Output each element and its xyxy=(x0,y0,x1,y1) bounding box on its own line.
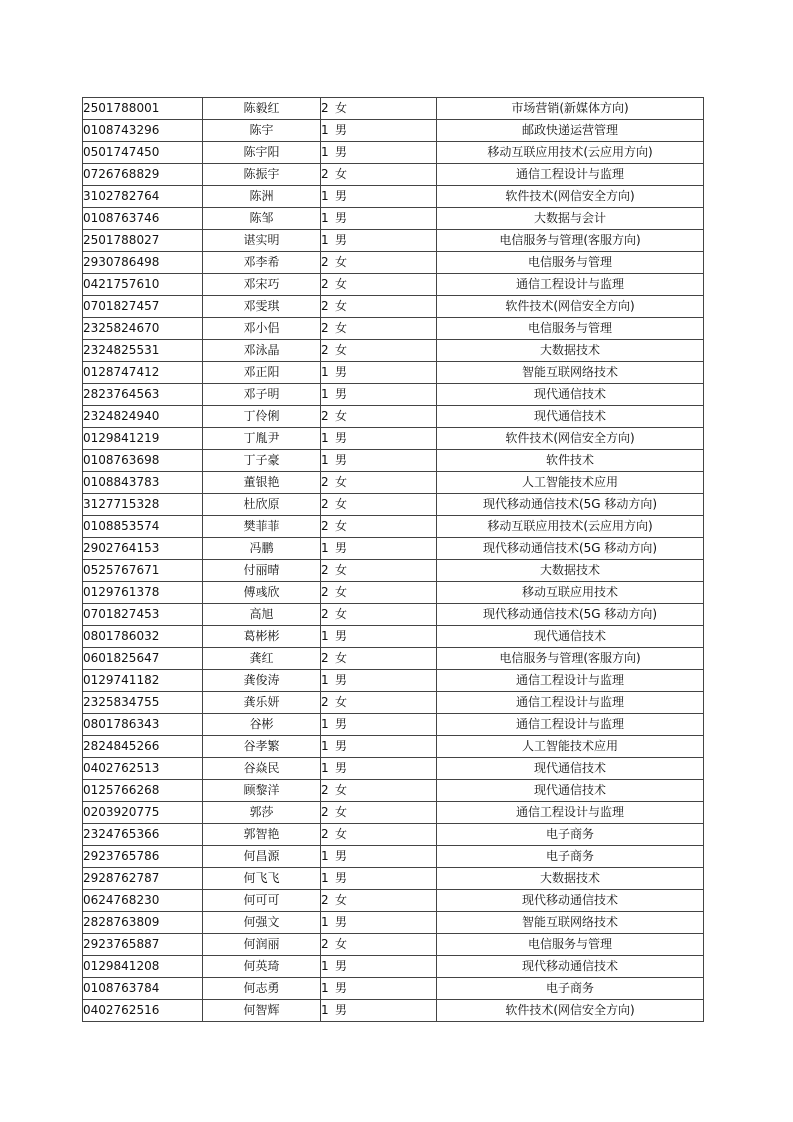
student-name-cell: 何昌源 xyxy=(203,846,321,868)
gender-label: 男 xyxy=(335,189,348,203)
gender-cell xyxy=(321,934,437,956)
gender-cell xyxy=(321,230,437,252)
table-row xyxy=(83,802,704,824)
table-row xyxy=(83,868,704,890)
gender-label: 女 xyxy=(335,475,348,489)
gender-code: 2 xyxy=(321,607,329,621)
table-row xyxy=(83,164,704,186)
gender-cell xyxy=(321,142,437,164)
major-cell: 智能互联网络技术 xyxy=(437,362,704,384)
major-cell: 软件技术(网信安全方向) xyxy=(437,428,704,450)
gender-code: 2 xyxy=(321,783,329,797)
student-name-cell: 陈振宇 xyxy=(203,164,321,186)
gender-code: 1 xyxy=(321,211,329,225)
student-name-cell: 杜欣原 xyxy=(203,494,321,516)
gender-code: 2 xyxy=(321,343,329,357)
gender-cell xyxy=(321,450,437,472)
major-cell: 电子商务 xyxy=(437,846,704,868)
gender-code: 1 xyxy=(321,123,329,137)
table-row xyxy=(83,670,704,692)
student-name-cell: 高旭 xyxy=(203,604,321,626)
gender-cell xyxy=(321,1000,437,1022)
table-row xyxy=(83,956,704,978)
student-name-cell: 谷焱民 xyxy=(203,758,321,780)
major-cell: 移动互联应用技术(云应用方向) xyxy=(437,142,704,164)
gender-cell xyxy=(321,758,437,780)
student-roster-table xyxy=(82,97,704,1022)
student-name-cell: 谷彬 xyxy=(203,714,321,736)
table-row xyxy=(83,252,704,274)
gender-label: 男 xyxy=(335,761,348,775)
table-row xyxy=(83,692,704,714)
student-id-cell: 3127715328 xyxy=(83,494,203,516)
gender-cell xyxy=(321,868,437,890)
student-id-cell: 2324765366 xyxy=(83,824,203,846)
gender-code: 2 xyxy=(321,299,329,313)
major-cell: 移动互联应用技术(云应用方向) xyxy=(437,516,704,538)
table-row xyxy=(83,648,704,670)
gender-cell xyxy=(321,208,437,230)
student-name-cell: 顾黎洋 xyxy=(203,780,321,802)
table-row xyxy=(83,934,704,956)
student-id-cell: 2923765887 xyxy=(83,934,203,956)
student-id-cell: 2902764153 xyxy=(83,538,203,560)
student-id-cell: 0125766268 xyxy=(83,780,203,802)
gender-label: 男 xyxy=(335,431,348,445)
gender-cell xyxy=(321,164,437,186)
student-id-cell: 0129841219 xyxy=(83,428,203,450)
gender-cell xyxy=(321,978,437,1000)
gender-label: 男 xyxy=(335,673,348,687)
student-id-cell: 2928762787 xyxy=(83,868,203,890)
student-name-cell: 龚红 xyxy=(203,648,321,670)
gender-label: 男 xyxy=(335,717,348,731)
gender-label: 女 xyxy=(335,299,348,313)
gender-label: 男 xyxy=(335,871,348,885)
student-id-cell: 0108853574 xyxy=(83,516,203,538)
gender-label: 男 xyxy=(335,541,348,555)
student-id-cell: 0525767671 xyxy=(83,560,203,582)
roster-table-body xyxy=(83,98,704,1022)
table-row xyxy=(83,230,704,252)
table-row xyxy=(83,978,704,1000)
table-row xyxy=(83,604,704,626)
table-row xyxy=(83,780,704,802)
table-row xyxy=(83,736,704,758)
student-id-cell: 2923765786 xyxy=(83,846,203,868)
gender-code: 1 xyxy=(321,431,329,445)
student-name-cell: 邓宋巧 xyxy=(203,274,321,296)
table-row xyxy=(83,296,704,318)
gender-label: 女 xyxy=(335,937,348,951)
gender-code: 2 xyxy=(321,497,329,511)
gender-label: 男 xyxy=(335,453,348,467)
major-cell: 现代移动通信技术 xyxy=(437,890,704,912)
gender-label: 女 xyxy=(335,783,348,797)
gender-label: 女 xyxy=(335,409,348,423)
student-id-cell: 0421757610 xyxy=(83,274,203,296)
student-name-cell: 何英琦 xyxy=(203,956,321,978)
major-cell: 电信服务与管理 xyxy=(437,934,704,956)
student-id-cell: 2828763809 xyxy=(83,912,203,934)
gender-cell xyxy=(321,670,437,692)
major-cell: 电信服务与管理 xyxy=(437,252,704,274)
gender-cell xyxy=(321,604,437,626)
student-name-cell: 葛彬彬 xyxy=(203,626,321,648)
student-name-cell: 陈毅红 xyxy=(203,98,321,120)
gender-label: 男 xyxy=(335,915,348,929)
gender-label: 男 xyxy=(335,365,348,379)
table-row xyxy=(83,362,704,384)
student-id-cell: 2930786498 xyxy=(83,252,203,274)
student-id-cell: 2325834755 xyxy=(83,692,203,714)
student-name-cell: 陈邹 xyxy=(203,208,321,230)
gender-label: 男 xyxy=(335,959,348,973)
student-name-cell: 何飞飞 xyxy=(203,868,321,890)
gender-cell xyxy=(321,428,437,450)
table-row xyxy=(83,472,704,494)
table-row xyxy=(83,890,704,912)
gender-code: 1 xyxy=(321,453,329,467)
student-id-cell: 0108763784 xyxy=(83,978,203,1000)
gender-code: 1 xyxy=(321,387,329,401)
student-name-cell: 董银艳 xyxy=(203,472,321,494)
student-name-cell: 谌实明 xyxy=(203,230,321,252)
student-name-cell: 何志勇 xyxy=(203,978,321,1000)
student-id-cell: 0701827453 xyxy=(83,604,203,626)
major-cell: 现代通信技术 xyxy=(437,780,704,802)
student-name-cell: 邓正阳 xyxy=(203,362,321,384)
student-id-cell: 0203920775 xyxy=(83,802,203,824)
student-name-cell: 郭莎 xyxy=(203,802,321,824)
gender-cell xyxy=(321,714,437,736)
gender-cell xyxy=(321,626,437,648)
table-row xyxy=(83,142,704,164)
gender-cell xyxy=(321,186,437,208)
major-cell: 现代通信技术 xyxy=(437,406,704,428)
student-id-cell: 0501747450 xyxy=(83,142,203,164)
major-cell: 软件技术(网信安全方向) xyxy=(437,186,704,208)
student-id-cell: 2501788001 xyxy=(83,98,203,120)
student-name-cell: 何强文 xyxy=(203,912,321,934)
student-name-cell: 陈洲 xyxy=(203,186,321,208)
table-row xyxy=(83,120,704,142)
gender-cell xyxy=(321,472,437,494)
table-row xyxy=(83,186,704,208)
major-cell: 人工智能技术应用 xyxy=(437,472,704,494)
gender-label: 女 xyxy=(335,277,348,291)
student-name-cell: 何智辉 xyxy=(203,1000,321,1022)
gender-cell xyxy=(321,340,437,362)
gender-code: 2 xyxy=(321,167,329,181)
gender-code: 1 xyxy=(321,189,329,203)
gender-code: 2 xyxy=(321,519,329,533)
major-cell: 大数据与会计 xyxy=(437,208,704,230)
gender-code: 2 xyxy=(321,651,329,665)
gender-cell xyxy=(321,824,437,846)
student-id-cell: 2325824670 xyxy=(83,318,203,340)
student-name-cell: 邓雯琪 xyxy=(203,296,321,318)
major-cell: 现代移动通信技术(5G 移动方向) xyxy=(437,604,704,626)
gender-label: 女 xyxy=(335,343,348,357)
gender-label: 女 xyxy=(335,101,348,115)
major-cell: 通信工程设计与监理 xyxy=(437,274,704,296)
major-cell: 移动互联应用技术 xyxy=(437,582,704,604)
student-name-cell: 陈宇 xyxy=(203,120,321,142)
gender-code: 2 xyxy=(321,937,329,951)
gender-code: 1 xyxy=(321,717,329,731)
student-name-cell: 谷孝繁 xyxy=(203,736,321,758)
gender-code: 1 xyxy=(321,233,329,247)
student-id-cell: 3102782764 xyxy=(83,186,203,208)
student-name-cell: 邓泳晶 xyxy=(203,340,321,362)
student-id-cell: 2823764563 xyxy=(83,384,203,406)
gender-code: 1 xyxy=(321,981,329,995)
gender-code: 2 xyxy=(321,585,329,599)
major-cell: 现代移动通信技术(5G 移动方向) xyxy=(437,538,704,560)
gender-code: 1 xyxy=(321,365,329,379)
student-name-cell: 邓子明 xyxy=(203,384,321,406)
gender-code: 1 xyxy=(321,145,329,159)
gender-code: 2 xyxy=(321,255,329,269)
student-name-cell: 冯鹏 xyxy=(203,538,321,560)
gender-cell xyxy=(321,802,437,824)
student-id-cell: 0129841208 xyxy=(83,956,203,978)
gender-cell xyxy=(321,406,437,428)
major-cell: 通信工程设计与监理 xyxy=(437,692,704,714)
student-id-cell: 2501788027 xyxy=(83,230,203,252)
table-row xyxy=(83,582,704,604)
gender-label: 男 xyxy=(335,849,348,863)
major-cell: 软件技术(网信安全方向) xyxy=(437,296,704,318)
table-row xyxy=(83,208,704,230)
gender-label: 女 xyxy=(335,651,348,665)
student-id-cell: 0128747412 xyxy=(83,362,203,384)
major-cell: 通信工程设计与监理 xyxy=(437,802,704,824)
table-row xyxy=(83,318,704,340)
student-name-cell: 陈宇阳 xyxy=(203,142,321,164)
gender-cell xyxy=(321,890,437,912)
table-row xyxy=(83,560,704,582)
student-id-cell: 0726768829 xyxy=(83,164,203,186)
gender-label: 女 xyxy=(335,585,348,599)
gender-code: 1 xyxy=(321,541,329,555)
student-id-cell: 0129761378 xyxy=(83,582,203,604)
student-name-cell: 丁子豪 xyxy=(203,450,321,472)
gender-cell xyxy=(321,296,437,318)
table-row xyxy=(83,714,704,736)
major-cell: 现代通信技术 xyxy=(437,384,704,406)
table-row xyxy=(83,824,704,846)
gender-label: 男 xyxy=(335,739,348,753)
major-cell: 电子商务 xyxy=(437,824,704,846)
student-id-cell: 0601825647 xyxy=(83,648,203,670)
gender-label: 男 xyxy=(335,981,348,995)
gender-code: 1 xyxy=(321,1003,329,1017)
gender-label: 女 xyxy=(335,563,348,577)
gender-cell xyxy=(321,318,437,340)
gender-code: 1 xyxy=(321,629,329,643)
table-row xyxy=(83,340,704,362)
gender-label: 女 xyxy=(335,497,348,511)
table-row xyxy=(83,384,704,406)
student-id-cell: 0129741182 xyxy=(83,670,203,692)
student-id-cell: 0801786343 xyxy=(83,714,203,736)
student-id-cell: 0108843783 xyxy=(83,472,203,494)
student-id-cell: 0108763698 xyxy=(83,450,203,472)
gender-label: 男 xyxy=(335,123,348,137)
table-row xyxy=(83,626,704,648)
gender-cell xyxy=(321,648,437,670)
major-cell: 软件技术(网信安全方向) xyxy=(437,1000,704,1022)
gender-cell xyxy=(321,736,437,758)
gender-cell xyxy=(321,274,437,296)
gender-cell xyxy=(321,780,437,802)
gender-label: 女 xyxy=(335,805,348,819)
gender-label: 男 xyxy=(335,1003,348,1017)
gender-cell xyxy=(321,252,437,274)
gender-cell xyxy=(321,956,437,978)
student-id-cell: 2324825531 xyxy=(83,340,203,362)
gender-label: 女 xyxy=(335,321,348,335)
gender-label: 男 xyxy=(335,233,348,247)
table-row xyxy=(83,450,704,472)
major-cell: 现代移动通信技术(5G 移动方向) xyxy=(437,494,704,516)
gender-label: 女 xyxy=(335,695,348,709)
gender-cell xyxy=(321,494,437,516)
major-cell: 现代移动通信技术 xyxy=(437,956,704,978)
student-id-cell: 0108763746 xyxy=(83,208,203,230)
gender-cell xyxy=(321,384,437,406)
student-id-cell: 2324824940 xyxy=(83,406,203,428)
major-cell: 通信工程设计与监理 xyxy=(437,670,704,692)
gender-code: 2 xyxy=(321,321,329,335)
table-row xyxy=(83,494,704,516)
major-cell: 人工智能技术应用 xyxy=(437,736,704,758)
major-cell: 现代通信技术 xyxy=(437,626,704,648)
major-cell: 市场营销(新媒体方向) xyxy=(437,98,704,120)
major-cell: 大数据技术 xyxy=(437,340,704,362)
table-row xyxy=(83,846,704,868)
table-row xyxy=(83,538,704,560)
student-name-cell: 邓小侣 xyxy=(203,318,321,340)
table-row xyxy=(83,406,704,428)
major-cell: 软件技术 xyxy=(437,450,704,472)
student-name-cell: 龚俊涛 xyxy=(203,670,321,692)
major-cell: 电信服务与管理(客服方向) xyxy=(437,230,704,252)
major-cell: 通信工程设计与监理 xyxy=(437,164,704,186)
table-row xyxy=(83,274,704,296)
student-id-cell: 2824845266 xyxy=(83,736,203,758)
gender-code: 2 xyxy=(321,695,329,709)
gender-cell xyxy=(321,516,437,538)
gender-label: 女 xyxy=(335,607,348,621)
gender-code: 2 xyxy=(321,805,329,819)
gender-code: 1 xyxy=(321,673,329,687)
gender-cell xyxy=(321,582,437,604)
gender-code: 2 xyxy=(321,893,329,907)
gender-cell xyxy=(321,692,437,714)
gender-label: 男 xyxy=(335,211,348,225)
gender-code: 1 xyxy=(321,871,329,885)
gender-cell xyxy=(321,912,437,934)
gender-label: 女 xyxy=(335,255,348,269)
student-id-cell: 0108743296 xyxy=(83,120,203,142)
student-id-cell: 0402762513 xyxy=(83,758,203,780)
major-cell: 电子商务 xyxy=(437,978,704,1000)
gender-label: 女 xyxy=(335,519,348,533)
gender-code: 1 xyxy=(321,959,329,973)
major-cell: 电信服务与管理 xyxy=(437,318,704,340)
table-row xyxy=(83,912,704,934)
major-cell: 大数据技术 xyxy=(437,868,704,890)
gender-code: 2 xyxy=(321,101,329,115)
student-name-cell: 龚乐妍 xyxy=(203,692,321,714)
table-row xyxy=(83,98,704,120)
student-id-cell: 0701827457 xyxy=(83,296,203,318)
student-name-cell: 邓李希 xyxy=(203,252,321,274)
gender-cell xyxy=(321,560,437,582)
gender-code: 1 xyxy=(321,849,329,863)
student-name-cell: 付丽晴 xyxy=(203,560,321,582)
table-row xyxy=(83,516,704,538)
gender-label: 男 xyxy=(335,387,348,401)
gender-label: 男 xyxy=(335,145,348,159)
gender-code: 2 xyxy=(321,277,329,291)
major-cell: 电信服务与管理(客服方向) xyxy=(437,648,704,670)
gender-label: 男 xyxy=(335,629,348,643)
major-cell: 智能互联网络技术 xyxy=(437,912,704,934)
table-row xyxy=(83,428,704,450)
gender-code: 2 xyxy=(321,409,329,423)
table-row xyxy=(83,758,704,780)
student-name-cell: 何润丽 xyxy=(203,934,321,956)
gender-code: 1 xyxy=(321,739,329,753)
student-id-cell: 0801786032 xyxy=(83,626,203,648)
gender-cell xyxy=(321,362,437,384)
gender-cell xyxy=(321,98,437,120)
gender-code: 1 xyxy=(321,915,329,929)
gender-cell xyxy=(321,846,437,868)
student-id-cell: 0402762516 xyxy=(83,1000,203,1022)
student-name-cell: 何可可 xyxy=(203,890,321,912)
major-cell: 现代通信技术 xyxy=(437,758,704,780)
gender-code: 2 xyxy=(321,475,329,489)
gender-code: 1 xyxy=(321,761,329,775)
gender-label: 女 xyxy=(335,167,348,181)
table-row xyxy=(83,1000,704,1022)
major-cell: 通信工程设计与监理 xyxy=(437,714,704,736)
student-name-cell: 丁伶俐 xyxy=(203,406,321,428)
student-name-cell: 郭智艳 xyxy=(203,824,321,846)
gender-code: 2 xyxy=(321,563,329,577)
gender-cell xyxy=(321,120,437,142)
student-name-cell: 傅彧欣 xyxy=(203,582,321,604)
gender-label: 女 xyxy=(335,893,348,907)
gender-label: 女 xyxy=(335,827,348,841)
student-id-cell: 0624768230 xyxy=(83,890,203,912)
gender-code: 2 xyxy=(321,827,329,841)
gender-cell xyxy=(321,538,437,560)
major-cell: 大数据技术 xyxy=(437,560,704,582)
student-name-cell: 丁胤尹 xyxy=(203,428,321,450)
major-cell: 邮政快递运营管理 xyxy=(437,120,704,142)
student-name-cell: 樊菲菲 xyxy=(203,516,321,538)
